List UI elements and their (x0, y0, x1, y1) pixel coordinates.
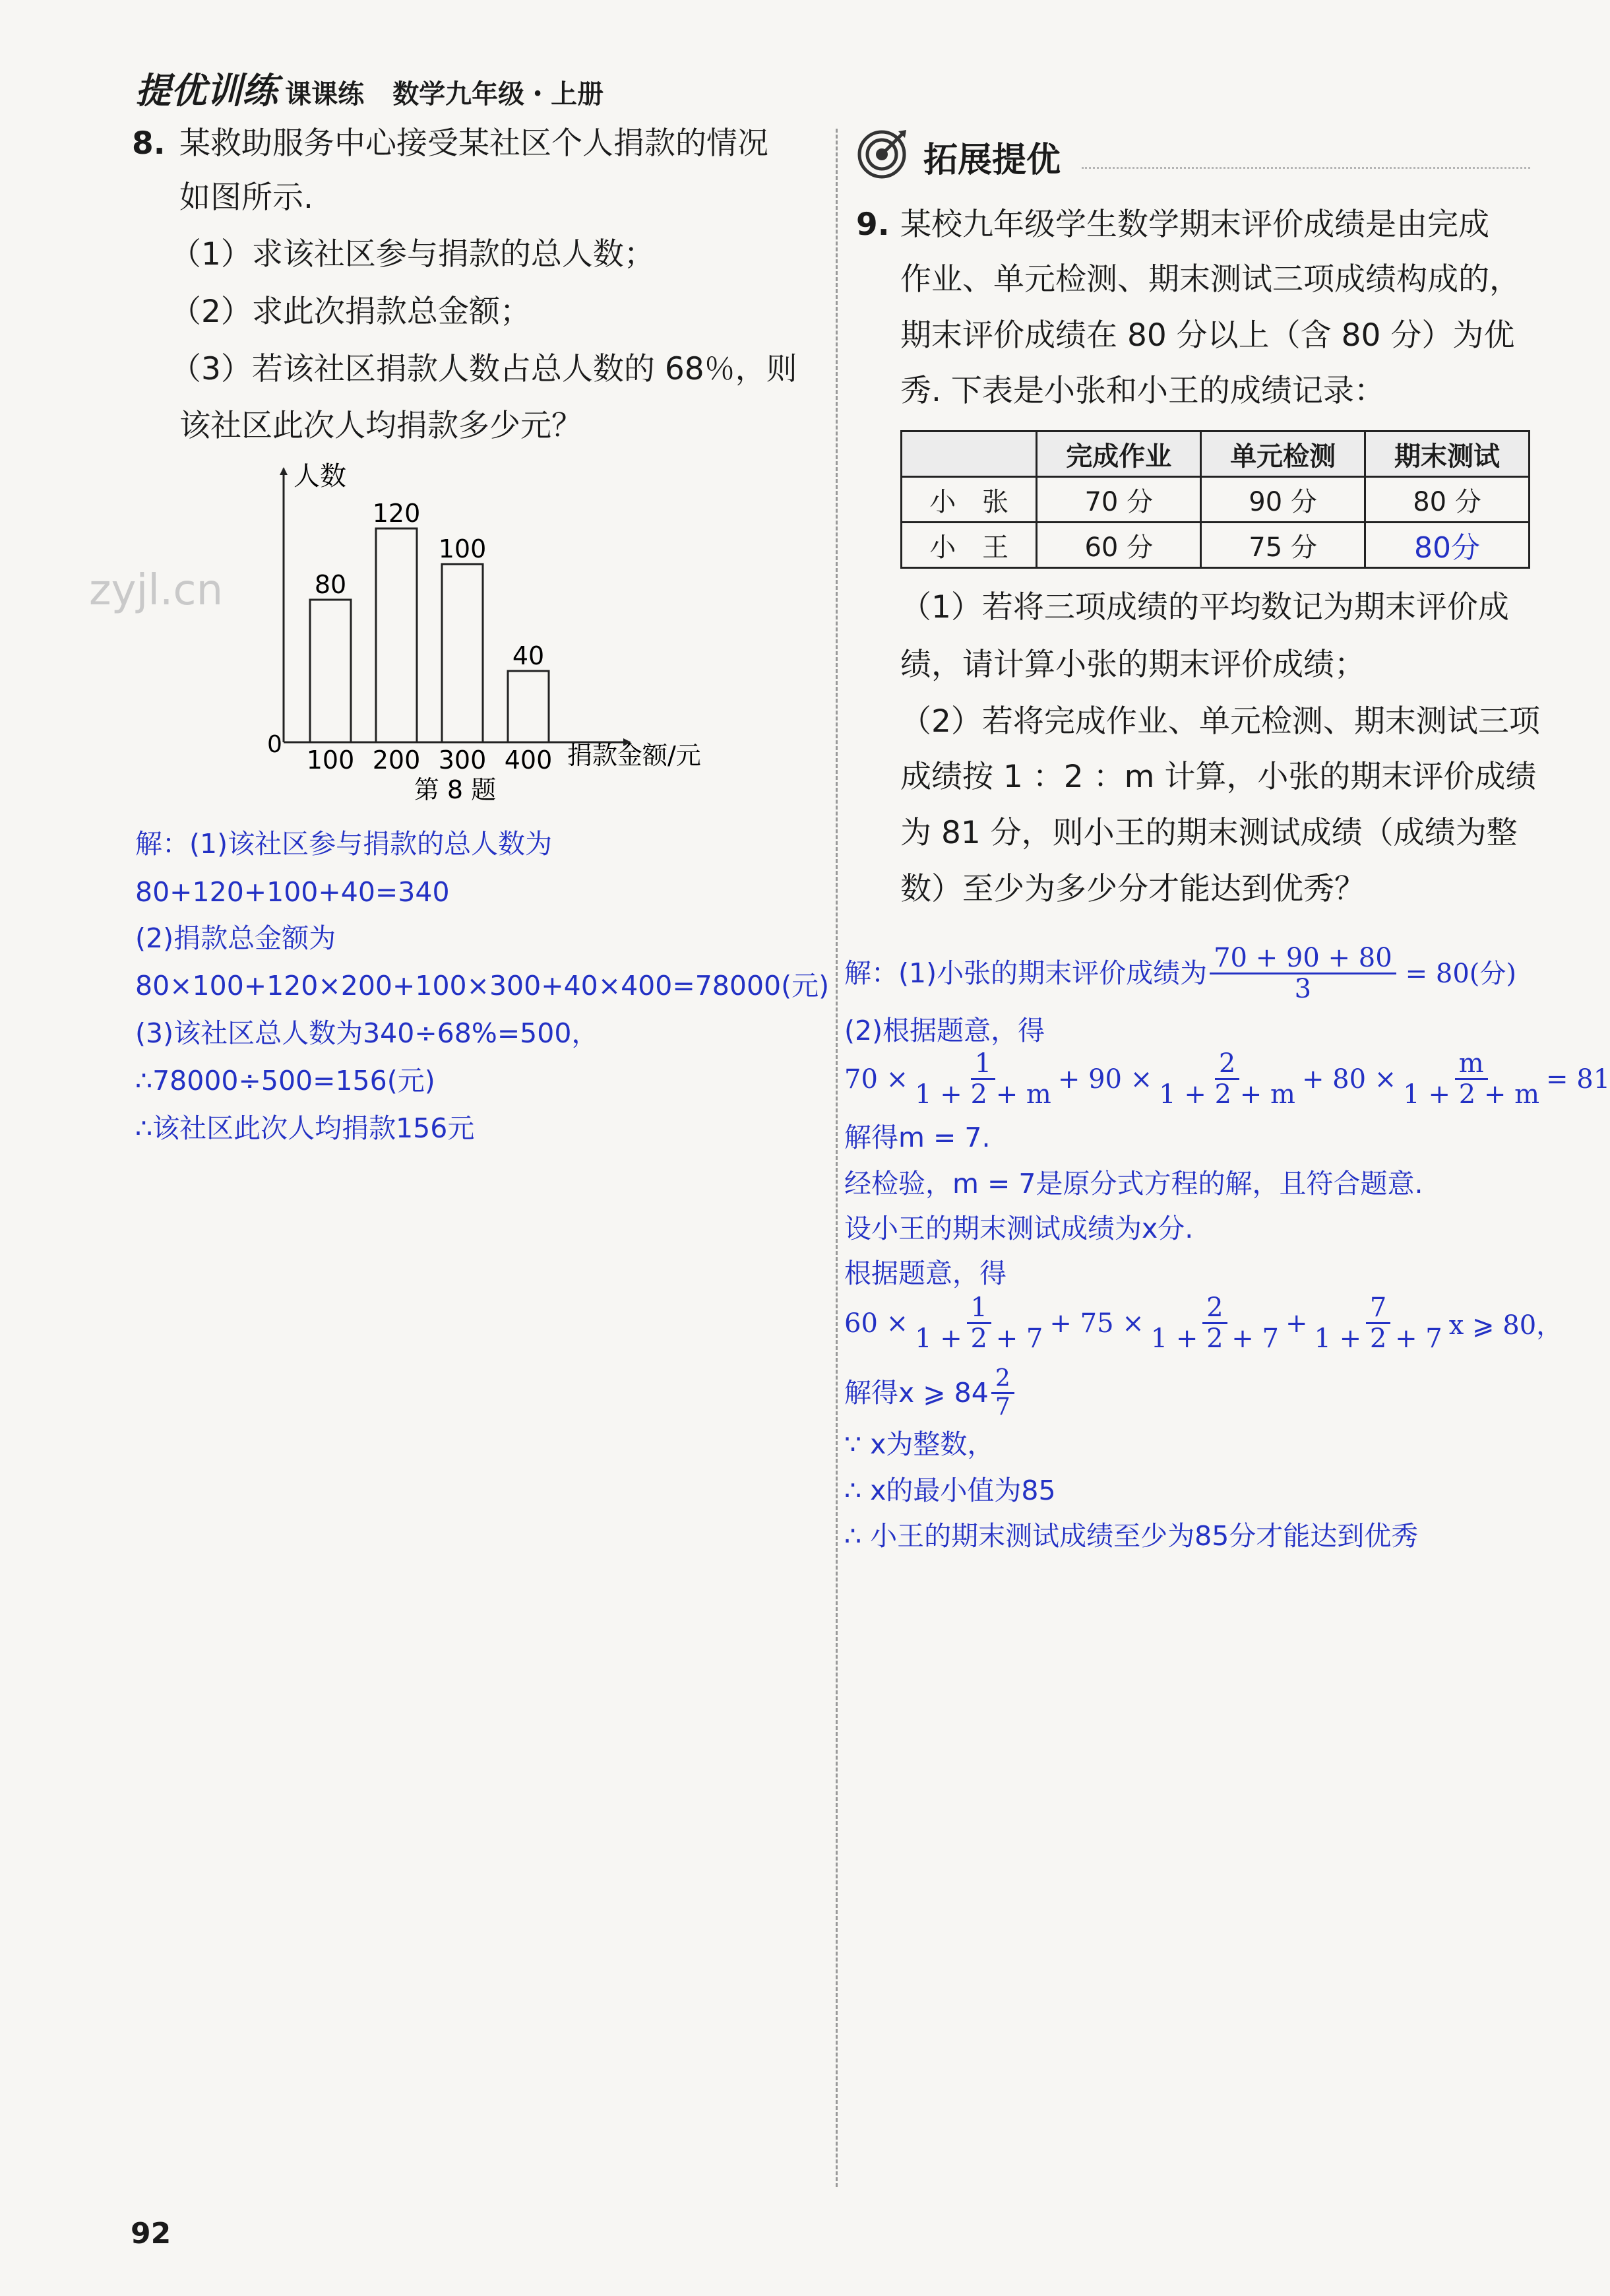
table-header-row (902, 431, 1530, 477)
q9-sol9-prefix: 解得x ⩾ 84 (844, 1376, 989, 1409)
header-brand: 提优训练 (135, 70, 278, 112)
fraction-numerator: 1 (971, 1049, 995, 1080)
q9-stem-line-1: 某校九年级学生数学期末评价成绩是由完成 (900, 207, 1489, 243)
fraction-numerator: 2 (1215, 1049, 1239, 1080)
q9-sub-1-line-1: （1）若将三项成绩的平均数记为期末评价成 (900, 589, 1509, 625)
bar-value-label: 40 (512, 641, 545, 670)
section-rule (1082, 167, 1530, 169)
fraction-numerator: m (1455, 1049, 1488, 1080)
q9-solution-line-7: 根据题意，得 (844, 1258, 1006, 1289)
fraction-numerator: 7 (1366, 1293, 1390, 1324)
bar-value-label: 80 (314, 570, 347, 599)
q8-stem-line-1: 某救助服务中心接受某社区个人捐款的情况 (179, 125, 768, 162)
q9-solution-line-9 (844, 1366, 1017, 1420)
page-number: 92 (131, 2217, 171, 2250)
eq1-term-c: + 80 × (1301, 1064, 1397, 1095)
table-cell: 90 分 (1201, 477, 1365, 523)
x-tick-label: 200 (372, 746, 421, 775)
eq1-fraction-2 (1155, 1049, 1299, 1109)
bar-value-label: 120 (372, 499, 421, 528)
mixed-fraction-part (991, 1366, 1014, 1420)
page-header (135, 63, 604, 113)
q8-sub-3-line-2: 该社区此次人均捐款多少元？ (179, 408, 582, 444)
fraction-denominator: 1 + 2 + 7 (1150, 1323, 1279, 1354)
q9-solution-line-4: 解得m = 7. (844, 1122, 991, 1153)
bar-200 (376, 528, 417, 742)
q9-solution-line-2: (2)根据题意，得 (844, 1015, 1045, 1046)
bar-300 (442, 564, 483, 742)
eq2-term-d: x ⩾ 80， (1448, 1310, 1563, 1341)
eq2-term-a: 60 × (844, 1308, 909, 1339)
eq2-fraction-2 (1147, 1293, 1283, 1353)
table-row (902, 477, 1530, 523)
x-tick-label: 400 (504, 746, 553, 775)
bar-100 (310, 600, 351, 742)
bar-value-label: 100 (438, 534, 487, 563)
fraction-denominator: 1 + 2 + m (1159, 1079, 1295, 1110)
q8-sub-3-line-1: （3）若该社区捐款人数占总人数的 68％，则 (170, 351, 797, 387)
table-cell: 80 分 (1365, 477, 1530, 523)
origin-label: 0 (267, 731, 282, 758)
q9-solution-line-10: ∵ x为整数， (844, 1428, 995, 1460)
fraction-denominator: 1 + 2 + m (915, 1079, 1051, 1110)
q9-sol1-suffix: = 80(分) (1405, 958, 1517, 989)
chart-caption: 第 8 题 (414, 775, 497, 804)
q8-solution-line-5: (3)该社区总人数为340÷68%=500， (135, 1017, 599, 1049)
target-icon (856, 129, 908, 180)
table-header-cell: 期末测试 (1365, 431, 1530, 477)
watermark-text: zyjl.cn (89, 566, 224, 615)
table-row (902, 523, 1530, 568)
table-header-cell: 完成作业 (1037, 431, 1201, 477)
section-title: 拓展提优 (923, 141, 1061, 180)
column-divider (836, 129, 838, 2187)
q8-stem-line-2: 如图所示. (179, 179, 313, 216)
fraction-numerator: 1 (967, 1293, 991, 1324)
fraction-denominator: 7 (995, 1393, 1010, 1420)
q8-solution-line-4: 80×100+120×200+100×300+40×400=78000(元) (135, 970, 830, 1002)
eq2-term-c: + (1285, 1308, 1308, 1339)
q9-sub-2-line-1: （2）若将完成作业、单元检测、期末测试三项 (900, 703, 1540, 740)
table-cell: 70 分 (1037, 477, 1201, 523)
x-tick-label: 100 (306, 746, 355, 775)
fraction-numerator: 2 (1202, 1293, 1227, 1324)
eq2-fraction-3 (1311, 1293, 1446, 1353)
q8-sub-2: （2）求此次捐款总金额； (170, 294, 531, 330)
q9-sub-2-line-4: 数）至少为多少分才能达到优秀？ (900, 871, 1365, 907)
donation-bar-chart (237, 455, 739, 825)
q9-stem-line-2: 作业、单元检测、期末测试三项成绩构成的， (900, 261, 1520, 298)
eq2-fraction-1 (911, 1293, 1047, 1353)
header-subject: 数学九年级・上册 (392, 79, 604, 110)
table-header-cell: 单元检测 (1201, 431, 1365, 477)
q9-stem-line-3: 期末评价成绩在 80 分以上（含 80 分）为优 (900, 317, 1515, 354)
q9-solution-line-6: 设小王的期末测试成绩为x分. (844, 1213, 1194, 1244)
x-axis-label: 捐款金额/元 (567, 741, 701, 770)
q9-equation-2 (844, 1293, 1563, 1353)
eq1-term-d: = 81 (1546, 1064, 1610, 1095)
fraction-denominator: 3 (1294, 974, 1312, 1004)
table-cell: 小 王 (902, 523, 1037, 568)
eq1-term-b: + 90 × (1057, 1064, 1153, 1095)
fraction-denominator: 1 + 2 + m (1403, 1079, 1540, 1110)
fraction-numerator: 70 + 90 + 80 (1210, 943, 1396, 974)
fraction-numerator: 2 (991, 1366, 1014, 1394)
q9-sol1-prefix: 解：(1)小张的期末评价成绩为 (844, 957, 1208, 989)
table-cell-answer: 80分 (1365, 523, 1530, 568)
q8-sub-1: （1）求该社区参与捐款的总人数； (170, 236, 655, 272)
q9-solution-line-5: 经检验，m = 7是原分式方程的解，且符合题意. (844, 1168, 1423, 1199)
q9-solution-line-11: ∴ x的最小值为85 (844, 1475, 1056, 1506)
q9-equation-1 (844, 1049, 1610, 1109)
score-table (900, 430, 1530, 569)
q8-number: 8. (132, 125, 166, 162)
q8-solution-line-2: 80+120+100+40=340 (135, 876, 450, 908)
table-cell: 60 分 (1037, 523, 1201, 568)
eq2-term-b: + 75 × (1049, 1308, 1144, 1339)
q9-solution-line-12: ∴ 小王的期末测试成绩至少为85分才能达到优秀 (844, 1520, 1419, 1552)
q9-stem-line-4: 秀. 下表是小张和小王的成绩记录： (900, 373, 1385, 409)
fraction-denominator: 1 + 2 + 7 (915, 1323, 1043, 1354)
header-series: 课课练 (285, 79, 365, 110)
eq1-term-a: 70 × (844, 1064, 909, 1095)
q9-sub-2-line-3: 为 81 分，则小王的期末测试成绩（成绩为整 (900, 815, 1518, 851)
q8-solution-line-3: (2)捐款总金额为 (135, 922, 336, 954)
eq1-fraction-3 (1399, 1049, 1543, 1109)
q9-sub-1-line-2: 绩，请计算小张的期末评价成绩； (900, 647, 1365, 683)
q8-solution-line-7: ∴该社区此次人均捐款156元 (135, 1112, 475, 1144)
y-axis-label: 人数 (294, 461, 346, 492)
table-header-cell (902, 431, 1037, 477)
bar-400 (508, 671, 549, 742)
table-cell: 小 张 (902, 477, 1037, 523)
q9-number: 9. (856, 207, 890, 243)
x-tick-label: 300 (438, 746, 487, 775)
fraction-denominator: 1 + 2 + 7 (1314, 1323, 1442, 1354)
q8-solution-line-6: ∴78000÷500=156(元) (135, 1065, 435, 1097)
table-cell: 75 分 (1201, 523, 1365, 568)
q8-solution-line-1: 解：(1)该社区参与捐款的总人数为 (135, 828, 553, 860)
eq1-fraction-1 (911, 1049, 1055, 1109)
q9-sol1-fraction (1210, 943, 1396, 1004)
q9-sub-2-line-2: 成绩按 1 ：2 ：m 计算，小张的期末评价成绩 (900, 759, 1537, 795)
q9-solution-line-1 (844, 943, 1516, 1004)
